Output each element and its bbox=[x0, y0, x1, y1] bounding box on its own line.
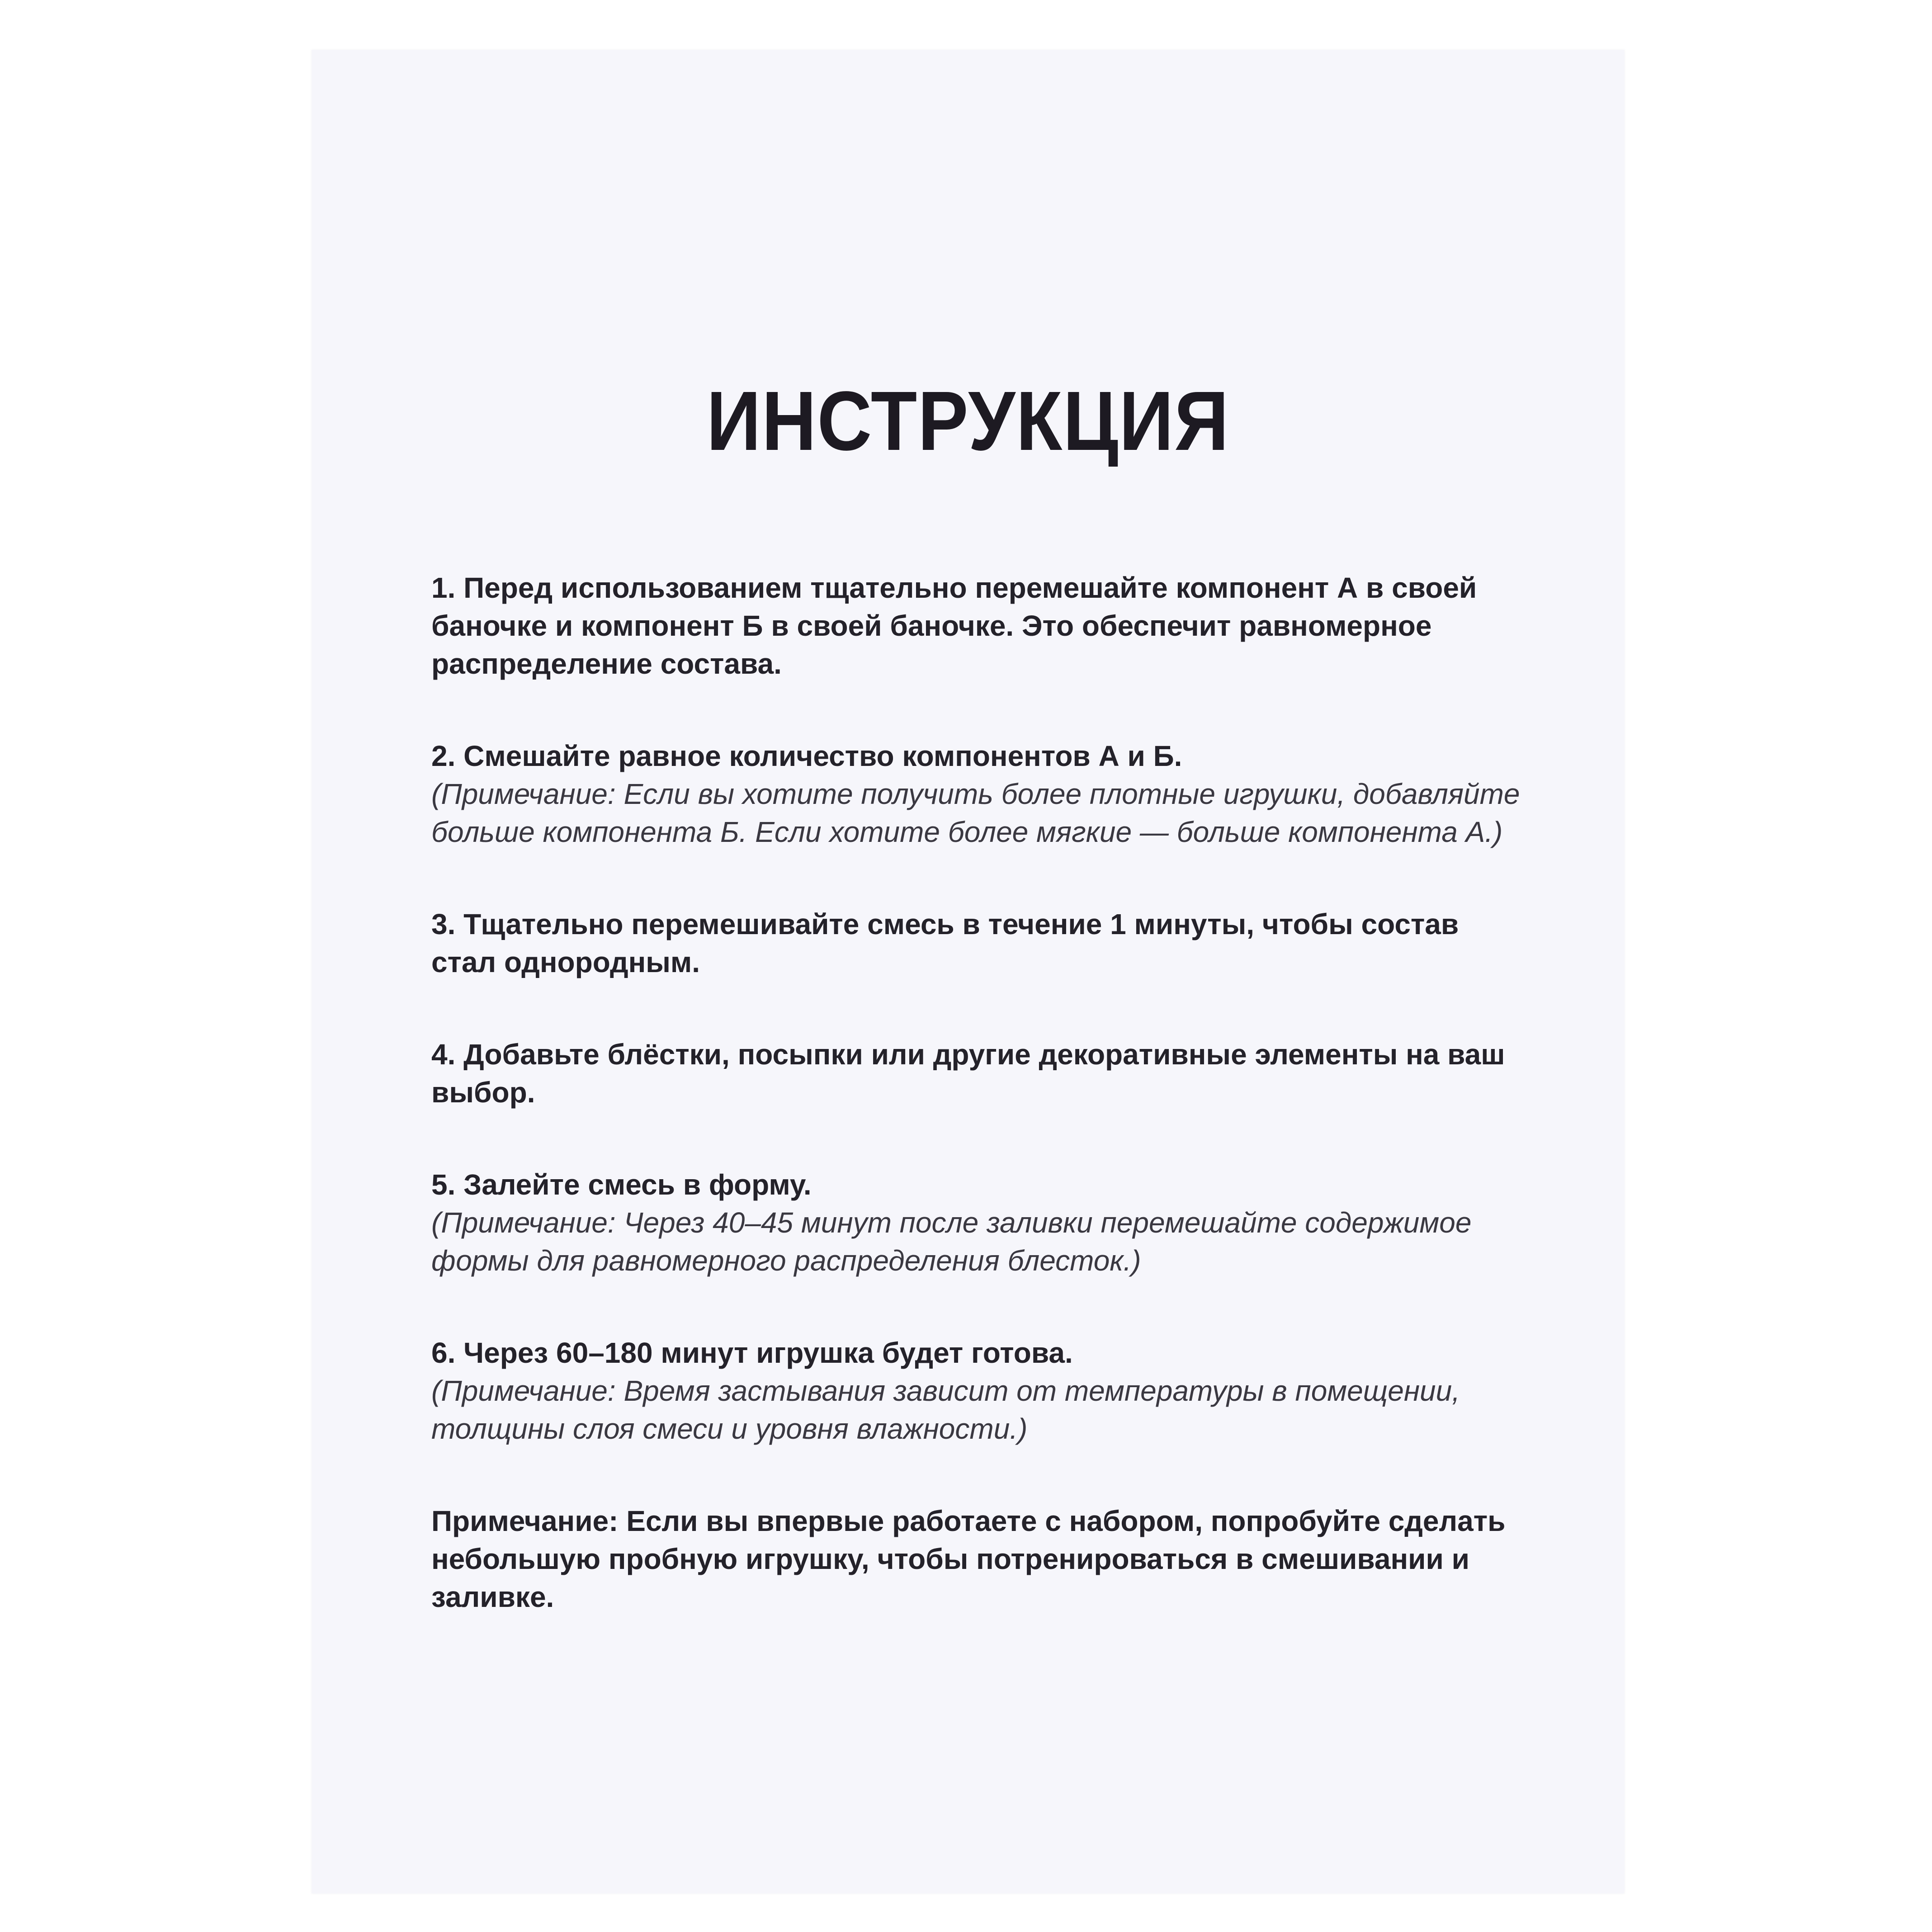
instruction-content bbox=[431, 569, 1526, 1616]
step-5-note: (Примечание: Через 40–45 минут после заливки перемешайте содержимое формы для равномерного распределения блесток.) bbox=[431, 1206, 1472, 1277]
step-3 bbox=[431, 905, 1526, 981]
step-5-text: 5. Залейте смесь в форму. bbox=[431, 1168, 812, 1201]
step-1 bbox=[431, 569, 1526, 683]
step-3-text: 3. Тщательно перемешивайте смесь в течение 1 минуты, чтобы состав стал однородным. bbox=[431, 908, 1459, 978]
step-2-text: 2. Смешайте равное количество компонентов А и Б. bbox=[431, 740, 1182, 772]
step-4-text: 4. Добавьте блёстки, посыпки или другие декоративные элементы на ваш выбор. bbox=[431, 1038, 1505, 1109]
step-6-text: 6. Через 60–180 минут игрушка будет готова. bbox=[431, 1337, 1073, 1369]
step-5 bbox=[431, 1166, 1526, 1280]
final-note: Примечание: Если вы впервые работаете с набором, попробуйте сделать небольшую пробную игрушку, чтобы потренироваться в смешивании и заливке. bbox=[431, 1505, 1506, 1613]
step-2-note: (Примечание: Если вы хотите получить более плотные игрушки, добавляйте больше компонента Б. Если хотите более мягкие — больше компонента А.) bbox=[431, 778, 1520, 848]
step-6 bbox=[431, 1334, 1526, 1448]
page-title: ИНСТРУКЦИЯ bbox=[706, 374, 1230, 468]
step-1-text: 1. Перед использованием тщательно перемешайте компонент А в своей баночке и компонент Б в своей баночке. Это обеспечит равномерное распределение состава. bbox=[431, 572, 1477, 680]
step-4 bbox=[431, 1035, 1526, 1111]
step-2 bbox=[431, 737, 1526, 851]
instruction-sheet bbox=[312, 50, 1625, 1894]
step-6-note: (Примечание: Время застывания зависит от температуры в помещении, толщины слоя смеси и уровня влажности.) bbox=[431, 1375, 1460, 1445]
